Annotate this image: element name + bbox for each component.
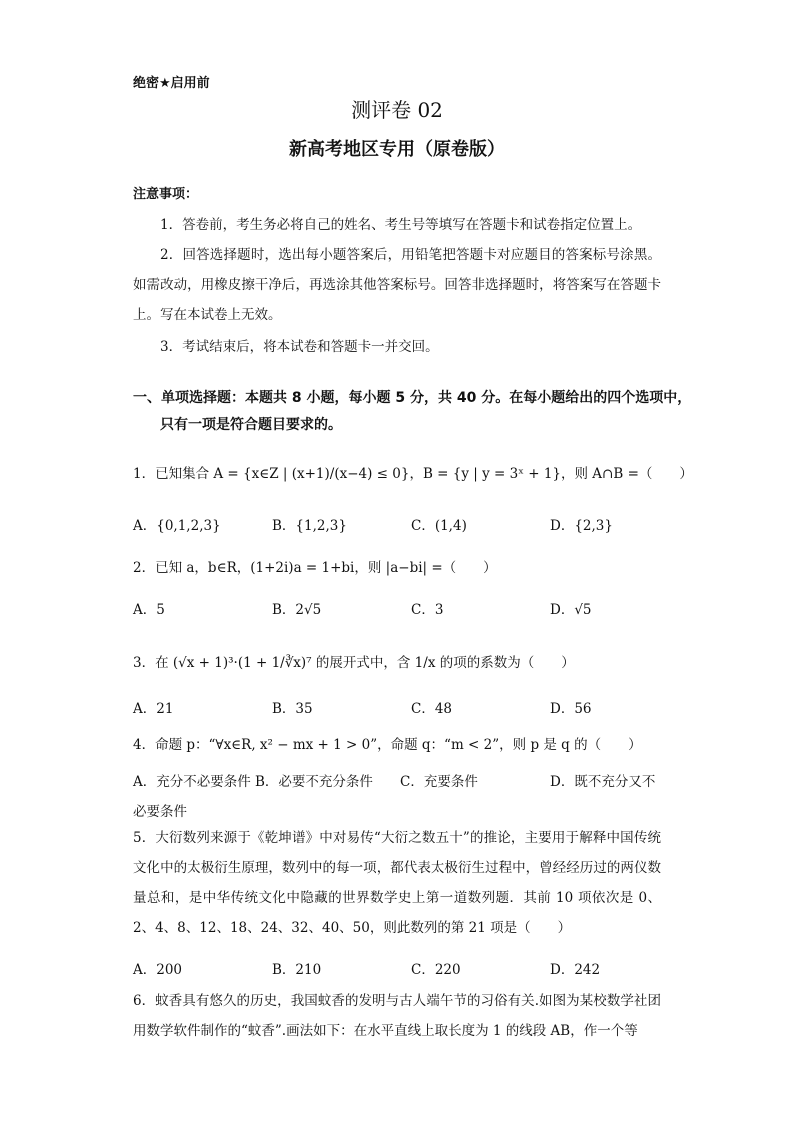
page-subtitle: 新高考地区专用（原卷版） (289, 139, 505, 160)
q4-option-c: C．充要条件 (400, 774, 478, 790)
q4-option-b: B．必要不充分条件 (255, 774, 373, 790)
q2-option-c: C．3 (411, 602, 444, 618)
q1-option-a: A．{0,1,2,3} (133, 518, 221, 534)
q4-option-a: A．充分不必要条件 (133, 774, 251, 790)
q2-option-b: B．2√5 (272, 602, 322, 618)
question-3-stem: 3．在 (√x + 1)³·(1 + 1/∛x)⁷ 的展开式中，含 1/x 的项的系数为（ ） (133, 655, 575, 671)
q5-option-a: A．200 (133, 962, 183, 978)
question-6-stem: 6．蚊香具有悠久的历史，我国蚊香的发明与古人端午节的习俗有关.如图为某校数学社团用数学软件制作的“蚊香”.画法如下：在水平直线上取长度为 1 的线段 AB，作一个等 (133, 993, 661, 1039)
q4-option-d-wrap: 必要条件 (133, 804, 187, 820)
q3-option-b: B．35 (272, 701, 313, 717)
section-heading-line1: 一、单项选择题：本题共 8 小题，每小题 5 分，共 40 分。在每小题给出的四个选项中， (133, 390, 692, 406)
q4-option-d: D．既不充分又不 (550, 774, 656, 790)
question-2-stem: 2．已知 a，b∈R，(1+2i)a = 1+bi，则 |a−bi| =（ ） (133, 560, 497, 576)
page-title: 测评卷 02 (351, 98, 443, 122)
q1-option-c: C．(1,4) (411, 518, 467, 534)
q1-option-d: D．{2,3} (550, 518, 613, 534)
note-item-3: 3．考试结束后，将本试卷和答题卡一并交回。 (160, 339, 439, 355)
q5-option-b: B．210 (272, 962, 322, 978)
q5-option-c: C．220 (411, 962, 461, 978)
question-4-stem: 4．命题 p：“∀x∈R, x² − mx + 1 > 0”，命题 q：“m < 2”，则 p 是 q 的（ ） (133, 737, 642, 753)
q1-option-b: B．{1,2,3} (272, 518, 347, 534)
confidential-label: 绝密★启用前 (133, 76, 210, 91)
section-heading-line2: 只有一项是符合题目要求的。 (160, 417, 342, 433)
q3-option-c: C．48 (411, 701, 453, 717)
question-1-stem: 1．已知集合 A = {x∈Z | (x+1)/(x−4) ≤ 0}，B = {y | y = 3ˣ + 1}，则 A∩B =（ ） (133, 466, 693, 482)
q2-option-d: D．√5 (550, 602, 592, 618)
note-item-1: 1．答卷前，考生务必将自己的姓名、考生号等填写在答题卡和试卷指定位置上。 (160, 217, 642, 233)
q5-option-d: D．242 (550, 962, 601, 978)
note-item-2: 2．回答选择题时，选出每小题答案后，用铅笔把答题卡对应题目的答案标号涂黑。如需改动，用橡皮擦干净后，再选涂其他答案标号。回答非选择题时，将答案写在答题卡上。写在本试卷上无效。 (133, 247, 661, 323)
q3-option-a: A．21 (133, 701, 174, 717)
question-5-stem: 5．大衍数列来源于《乾坤谱》中对易传“大衍之数五十”的推论，主要用于解释中国传统文化中的太极衍生原理，数列中的每一项，都代表太极衍生过程中，曾经经历过的两仪数量总和，是中华传统文化中隐藏的世界数学史上第一道数列题．其前 10 项依次是 0、2、4、8、12、18、24、32、40、50，则此数列的第 21 项是（ ） (133, 830, 661, 936)
notes-heading: 注意事项： (133, 187, 199, 202)
q3-option-d: D．56 (550, 701, 592, 717)
q2-option-a: A．5 (133, 602, 165, 618)
